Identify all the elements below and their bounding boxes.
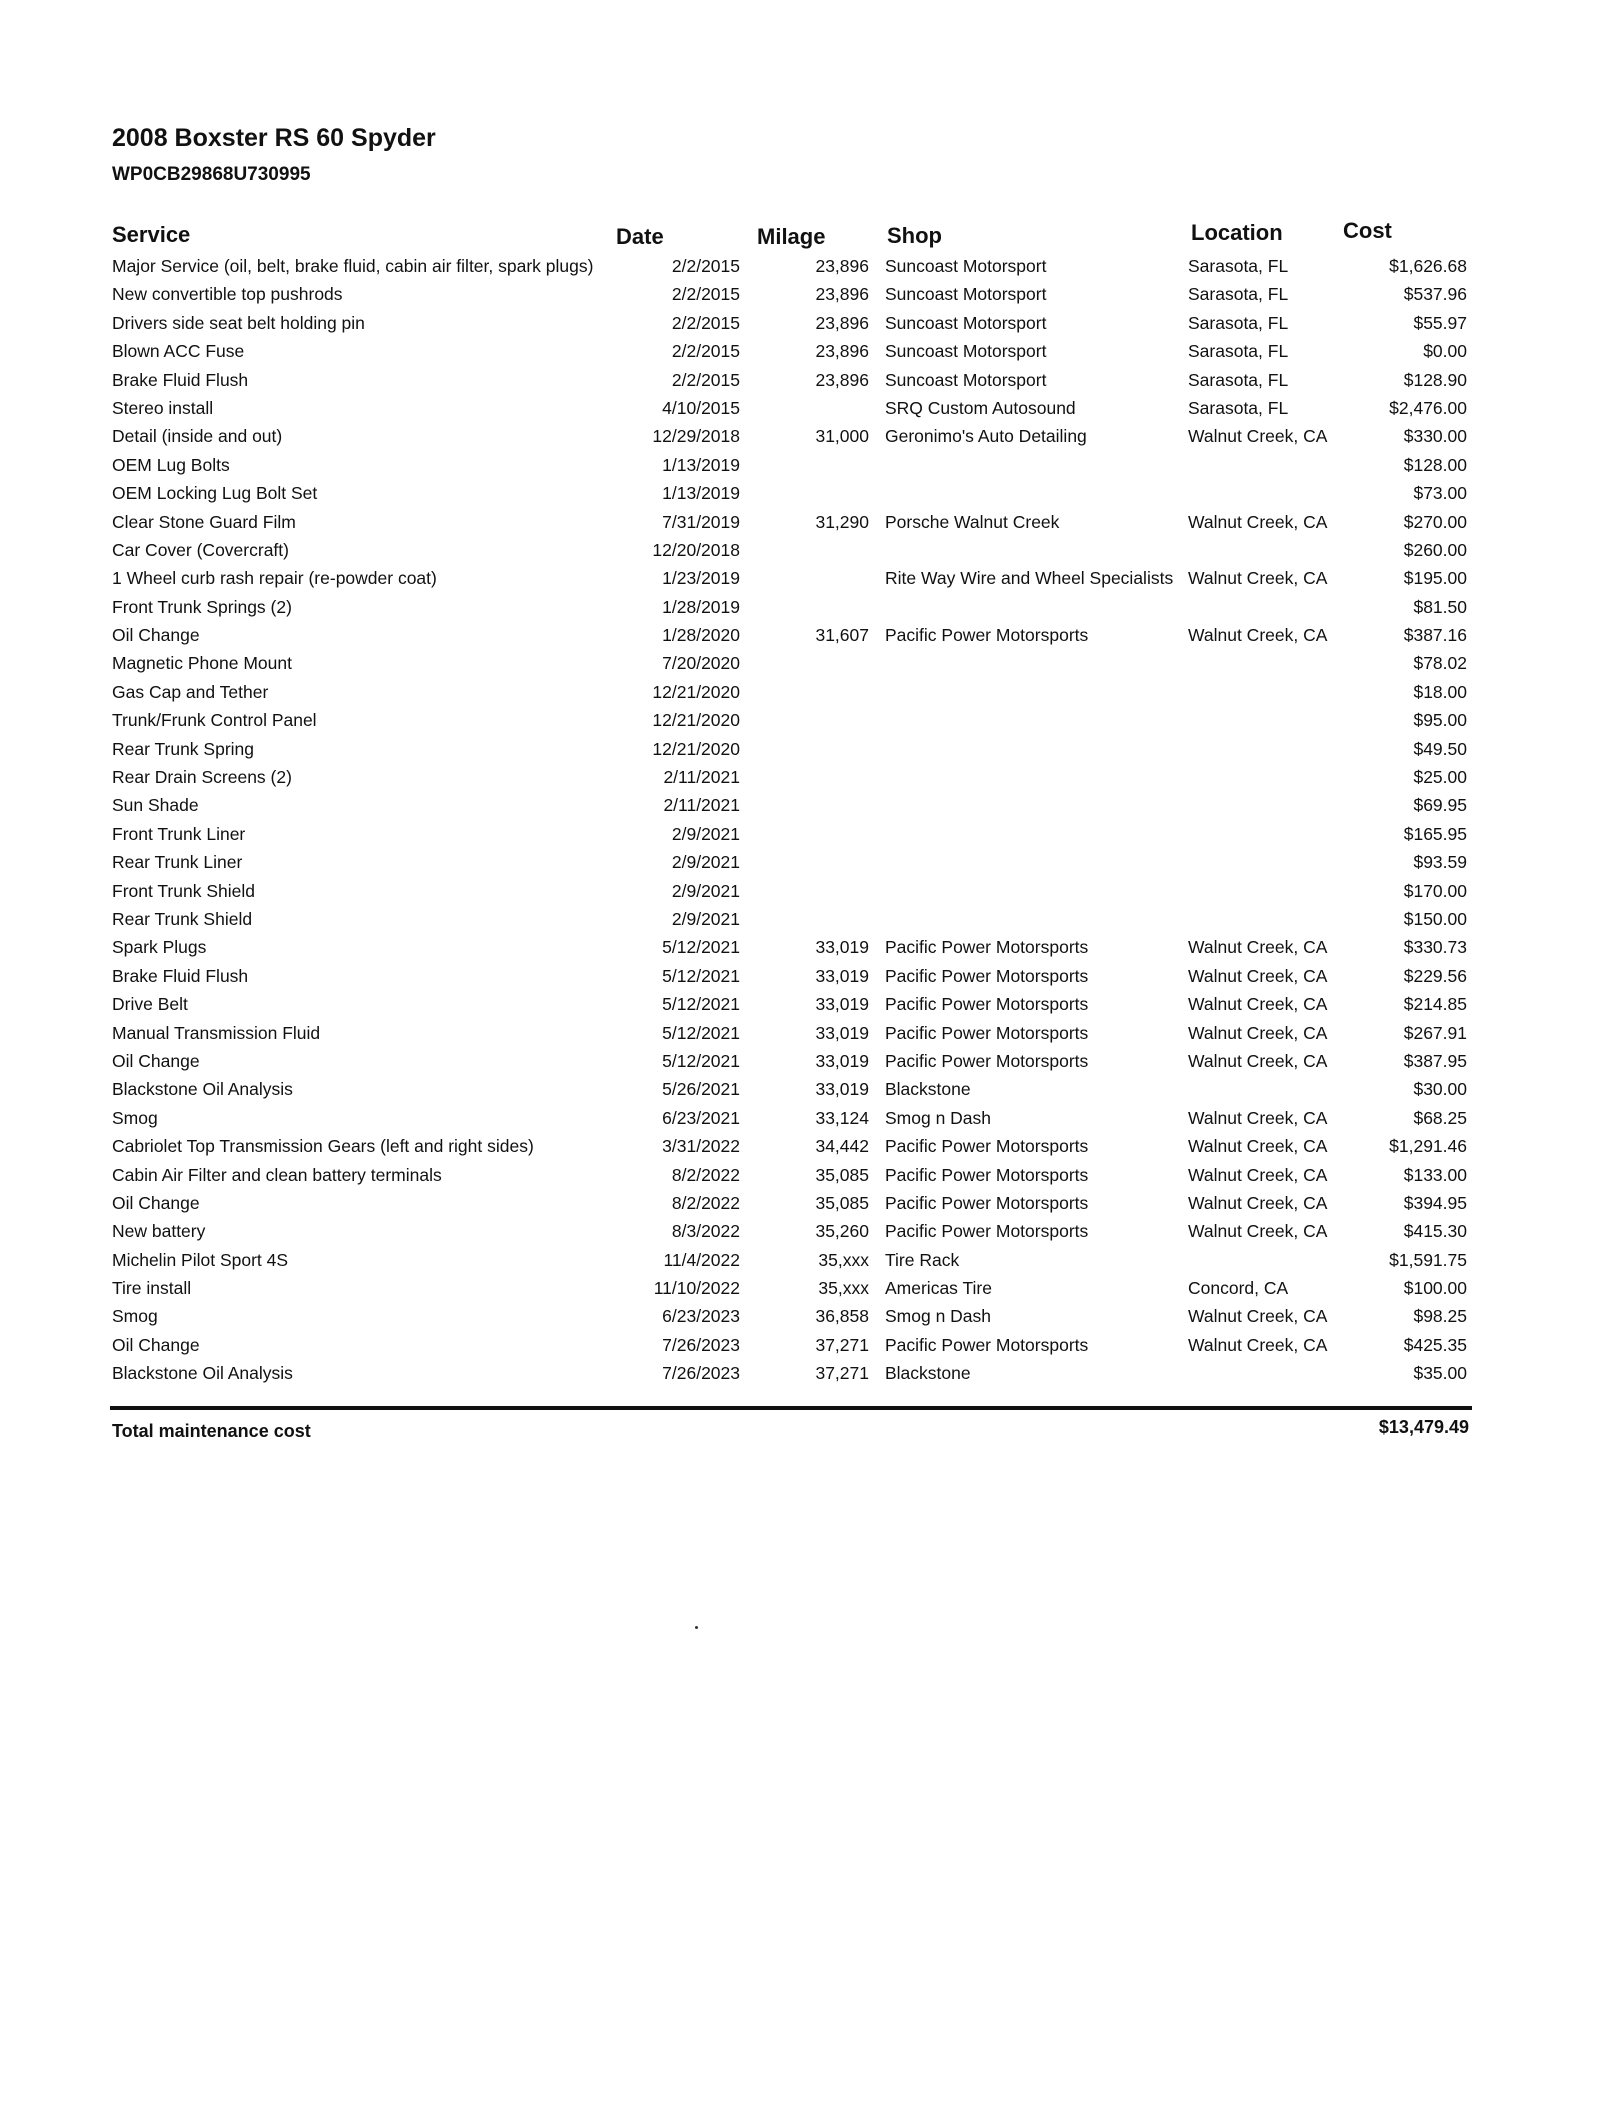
cell-service: Drive Belt (112, 994, 188, 1015)
cell-shop: Tire Rack (885, 1249, 960, 1270)
cell-date: 7/26/2023 (662, 1363, 740, 1384)
cell-date: 5/12/2021 (662, 1050, 740, 1071)
cell-service: Detail (inside and out) (112, 426, 283, 447)
vin-number: WP0CB29868U730995 (112, 164, 311, 185)
cell-cost: $55.97 (1413, 312, 1467, 333)
cell-date: 2/9/2021 (671, 823, 740, 844)
cell-service: Rear Trunk Shield (112, 908, 253, 929)
cell-date: 5/12/2021 (662, 994, 740, 1015)
cell-location: Sarasota, FL (1188, 312, 1289, 333)
table-row (0, 1331, 1621, 1359)
cell-cost: $170.00 (1403, 880, 1467, 901)
cell-location: Sarasota, FL (1188, 369, 1289, 390)
cell-cost: $425.35 (1403, 1334, 1467, 1355)
cell-shop: Pacific Power Motorsports (885, 1221, 1089, 1242)
total-value: $13,479.49 (1378, 1417, 1469, 1437)
cell-shop: Smog n Dash (885, 1306, 992, 1327)
cell-service: Smog (112, 1306, 158, 1327)
table-row (0, 508, 1621, 536)
cell-cost: $267.91 (1403, 1022, 1467, 1043)
table-row (0, 280, 1621, 308)
cell-milage: 31,000 (815, 426, 869, 447)
maintenance-table (0, 252, 1621, 1388)
cell-service: Oil Change (112, 625, 200, 646)
cell-service: Sun Shade (112, 795, 199, 816)
cell-cost: $195.00 (1403, 568, 1467, 589)
cell-service: OEM Lug Bolts (112, 454, 230, 475)
cell-date: 7/26/2023 (662, 1334, 740, 1355)
cell-shop: Smog n Dash (885, 1107, 992, 1128)
cell-shop: Suncoast Motorsport (885, 369, 1047, 390)
table-row (0, 1104, 1621, 1132)
cell-date: 1/28/2019 (662, 596, 740, 617)
cell-date: 1/23/2019 (662, 568, 740, 589)
cell-milage: 23,896 (815, 284, 869, 305)
cell-service: Magnetic Phone Mount (112, 653, 292, 674)
cell-cost: $18.00 (1413, 681, 1467, 702)
cell-date: 6/23/2023 (662, 1306, 740, 1327)
cell-date: 5/12/2021 (662, 937, 740, 958)
table-row (0, 763, 1621, 791)
table-row (0, 394, 1621, 422)
cell-shop: Pacific Power Motorsports (885, 937, 1089, 958)
cell-date: 8/2/2022 (671, 1164, 740, 1185)
cell-cost: $95.00 (1413, 710, 1467, 731)
table-row (0, 1019, 1621, 1047)
cell-location: Walnut Creek, CA (1188, 994, 1328, 1015)
cell-location: Walnut Creek, CA (1188, 1221, 1328, 1242)
cell-cost: $49.50 (1413, 738, 1467, 759)
cell-location: Walnut Creek, CA (1188, 568, 1328, 589)
cell-milage: 33,019 (815, 1050, 869, 1071)
cell-shop: Pacific Power Motorsports (885, 1050, 1089, 1071)
cell-location: Walnut Creek, CA (1188, 1164, 1328, 1185)
cell-milage: 37,271 (815, 1334, 869, 1355)
cell-service: OEM Locking Lug Bolt Set (112, 483, 318, 504)
cell-location: Walnut Creek, CA (1188, 426, 1328, 447)
cell-date: 7/20/2020 (662, 653, 740, 674)
cell-shop: Rite Way Wire and Wheel Specialists (885, 568, 1174, 589)
cell-cost: $387.95 (1403, 1050, 1467, 1071)
cell-milage: 33,019 (815, 994, 869, 1015)
table-row (0, 1246, 1621, 1274)
cell-date: 8/2/2022 (671, 1192, 740, 1213)
cell-shop: Blackstone (885, 1079, 971, 1100)
table-row (0, 990, 1621, 1018)
cell-date: 4/10/2015 (662, 397, 740, 418)
cell-milage: 23,896 (815, 312, 869, 333)
cell-service: Major Service (oil, belt, brake fluid, cabin air filter, spark plugs) (112, 256, 594, 276)
cell-service: Front Trunk Springs (2) (112, 596, 292, 617)
cell-cost: $1,626.68 (1389, 256, 1467, 276)
cell-service: Spark Plugs (112, 937, 207, 958)
cell-cost: $229.56 (1403, 965, 1467, 986)
cell-cost: $214.85 (1403, 994, 1467, 1015)
cell-date: 2/11/2021 (663, 767, 740, 788)
cell-service: Blackstone Oil Analysis (112, 1079, 293, 1100)
cell-date: 2/11/2021 (663, 795, 740, 816)
table-row (0, 337, 1621, 365)
cell-shop: Blackstone (885, 1363, 971, 1384)
cell-date: 7/31/2019 (662, 511, 740, 532)
column-header-location: Location (1191, 220, 1283, 245)
cell-cost: $150.00 (1403, 908, 1467, 929)
cell-milage: 23,896 (815, 341, 869, 362)
cell-cost: $100.00 (1403, 1278, 1467, 1299)
cell-cost: $387.16 (1403, 625, 1467, 646)
table-row (0, 649, 1621, 677)
cell-location: Walnut Creek, CA (1188, 937, 1328, 958)
cell-cost: $128.90 (1403, 369, 1467, 390)
cell-cost: $68.25 (1413, 1107, 1467, 1128)
cell-location: Walnut Creek, CA (1188, 1050, 1328, 1071)
cell-shop: Suncoast Motorsport (885, 284, 1047, 305)
table-row (0, 1274, 1621, 1302)
cell-date: 2/2/2015 (671, 312, 740, 333)
cell-location: Walnut Creek, CA (1188, 625, 1328, 646)
cell-milage: 33,019 (815, 1079, 869, 1100)
cell-milage: 37,271 (815, 1363, 869, 1384)
cell-date: 2/2/2015 (671, 284, 740, 305)
cell-service: Oil Change (112, 1334, 200, 1355)
table-row (0, 678, 1621, 706)
cell-service: Gas Cap and Tether (112, 681, 269, 702)
table-row (0, 252, 1621, 280)
cell-milage: 33,124 (815, 1107, 869, 1128)
column-header-cost: Cost (1343, 218, 1392, 243)
cell-service: Michelin Pilot Sport 4S (112, 1249, 289, 1270)
table-row (0, 1359, 1621, 1387)
table-row (0, 593, 1621, 621)
cell-date: 2/2/2015 (671, 369, 740, 390)
cell-date: 1/13/2019 (662, 454, 740, 475)
cell-date: 12/29/2018 (652, 426, 740, 447)
cell-location: Walnut Creek, CA (1188, 1136, 1328, 1157)
cell-location: Concord, CA (1188, 1278, 1289, 1299)
cell-cost: $165.95 (1403, 823, 1467, 844)
cell-service: Front Trunk Shield (112, 880, 255, 901)
table-row (0, 877, 1621, 905)
cell-shop: Pacific Power Motorsports (885, 1334, 1089, 1355)
cell-cost: $73.00 (1413, 483, 1467, 504)
cell-service: Drivers side seat belt holding pin (112, 312, 365, 333)
cell-cost: $1,291.46 (1389, 1136, 1467, 1157)
cell-shop: Geronimo's Auto Detailing (885, 426, 1087, 447)
cell-cost: $78.02 (1413, 653, 1467, 674)
cell-shop: Pacific Power Motorsports (885, 994, 1089, 1015)
cell-cost: $35.00 (1413, 1363, 1467, 1384)
cell-shop: Porsche Walnut Creek (885, 511, 1060, 532)
cell-date: 12/20/2018 (652, 539, 740, 560)
cell-milage: 23,896 (815, 369, 869, 390)
table-row (0, 820, 1621, 848)
cell-service: Cabin Air Filter and clean battery terminals (112, 1164, 442, 1185)
table-row (0, 1302, 1621, 1330)
cell-shop: Suncoast Motorsport (885, 341, 1047, 362)
document-title: 2008 Boxster RS 60 Spyder (112, 124, 436, 152)
cell-date: 2/9/2021 (671, 880, 740, 901)
table-row (0, 905, 1621, 933)
cell-location: Walnut Creek, CA (1188, 1334, 1328, 1355)
table-row (0, 536, 1621, 564)
table-row (0, 1189, 1621, 1217)
cell-location: Walnut Creek, CA (1188, 1022, 1328, 1043)
cell-shop: Pacific Power Motorsports (885, 1192, 1089, 1213)
cell-shop: Pacific Power Motorsports (885, 1136, 1089, 1157)
cell-cost: $25.00 (1413, 767, 1467, 788)
cell-milage: 33,019 (815, 1022, 869, 1043)
table-row (0, 309, 1621, 337)
cell-milage: 33,019 (815, 965, 869, 986)
cell-date: 12/21/2020 (652, 738, 740, 759)
table-row (0, 621, 1621, 649)
cell-cost: $93.59 (1413, 852, 1467, 873)
column-header-date: Date (616, 224, 664, 249)
cell-service: Rear Trunk Liner (112, 852, 243, 873)
cell-milage: 35,xxx (818, 1249, 869, 1270)
cell-service: Manual Transmission Fluid (112, 1022, 321, 1043)
total-divider (110, 1406, 1472, 1410)
cell-service: Blown ACC Fuse (112, 341, 245, 362)
cell-cost: $98.25 (1413, 1306, 1467, 1327)
cell-shop: Suncoast Motorsport (885, 312, 1047, 333)
cell-service: 1 Wheel curb rash repair (re-powder coat) (112, 568, 437, 589)
cell-milage: 35,260 (815, 1221, 869, 1242)
cell-date: 8/3/2022 (671, 1221, 740, 1242)
cell-location: Walnut Creek, CA (1188, 965, 1328, 986)
cell-shop: SRQ Custom Autosound (885, 397, 1076, 418)
total-label: Total maintenance cost (112, 1421, 311, 1441)
cell-date: 5/12/2021 (662, 965, 740, 986)
cell-cost: $260.00 (1403, 539, 1467, 560)
cell-location: Sarasota, FL (1188, 397, 1289, 418)
cell-cost: $133.00 (1403, 1164, 1467, 1185)
cell-shop: Pacific Power Motorsports (885, 965, 1089, 986)
cell-service: Brake Fluid Flush (112, 965, 249, 986)
column-header-service: Service (112, 222, 191, 247)
table-row (0, 1047, 1621, 1075)
cell-service: Rear Drain Screens (2) (112, 767, 292, 788)
cell-service: Oil Change (112, 1192, 200, 1213)
cell-date: 2/9/2021 (671, 908, 740, 929)
cell-service: Tire install (112, 1278, 192, 1299)
cell-cost: $0.00 (1423, 341, 1467, 362)
table-row (0, 564, 1621, 592)
table-row (0, 1161, 1621, 1189)
cell-cost: $270.00 (1403, 511, 1467, 532)
cell-cost: $2,476.00 (1389, 397, 1467, 418)
cell-cost: $537.96 (1403, 284, 1467, 305)
cell-cost: $69.95 (1413, 795, 1467, 816)
table-row (0, 1075, 1621, 1103)
cell-service: New battery (112, 1221, 206, 1242)
cell-date: 5/26/2021 (662, 1079, 740, 1100)
cell-date: 2/2/2015 (671, 256, 740, 276)
cell-location: Walnut Creek, CA (1188, 1306, 1328, 1327)
cell-service: Oil Change (112, 1050, 200, 1071)
cell-milage: 35,085 (815, 1164, 869, 1185)
cell-cost: $81.50 (1413, 596, 1467, 617)
cell-milage: 33,019 (815, 937, 869, 958)
cell-date: 3/31/2022 (662, 1136, 740, 1157)
cell-service: Stereo install (112, 397, 214, 418)
cell-cost: $394.95 (1403, 1192, 1467, 1213)
column-header-milage: Milage (757, 224, 826, 249)
table-header (0, 218, 1621, 252)
cell-shop: Pacific Power Motorsports (885, 1022, 1089, 1043)
cell-location: Sarasota, FL (1188, 341, 1289, 362)
cell-service: Smog (112, 1107, 158, 1128)
cell-date: 2/2/2015 (671, 341, 740, 362)
table-row (0, 479, 1621, 507)
cell-milage: 36,858 (815, 1306, 869, 1327)
cell-location: Walnut Creek, CA (1188, 1192, 1328, 1213)
cell-location: Sarasota, FL (1188, 284, 1289, 305)
scan-speck (695, 1626, 698, 1629)
cell-milage: 35,xxx (818, 1278, 869, 1299)
table-row (0, 848, 1621, 876)
cell-milage: 31,607 (815, 625, 869, 646)
cell-cost: $415.30 (1403, 1221, 1467, 1242)
cell-shop: Americas Tire (885, 1278, 992, 1299)
cell-date: 1/28/2020 (662, 625, 740, 646)
table-row (0, 1217, 1621, 1245)
cell-location: Walnut Creek, CA (1188, 1107, 1328, 1128)
cell-location: Sarasota, FL (1188, 256, 1289, 276)
column-header-shop: Shop (887, 223, 942, 248)
cell-milage: 23,896 (815, 256, 869, 276)
cell-service: Blackstone Oil Analysis (112, 1363, 293, 1384)
cell-milage: 31,290 (815, 511, 869, 532)
table-row (0, 451, 1621, 479)
cell-date: 11/10/2022 (653, 1278, 740, 1299)
cell-shop: Pacific Power Motorsports (885, 1164, 1089, 1185)
cell-date: 1/13/2019 (662, 483, 740, 504)
cell-service: Front Trunk Liner (112, 823, 246, 844)
cell-location: Walnut Creek, CA (1188, 511, 1328, 532)
table-row (0, 933, 1621, 961)
cell-date: 11/4/2022 (663, 1249, 740, 1270)
table-row (0, 962, 1621, 990)
table-row (0, 735, 1621, 763)
cell-cost: $330.00 (1403, 426, 1467, 447)
cell-service: Car Cover (Covercraft) (112, 539, 289, 560)
cell-date: 2/9/2021 (671, 852, 740, 873)
cell-service: Rear Trunk Spring (112, 738, 255, 759)
table-row (0, 706, 1621, 734)
cell-cost: $1,591.75 (1389, 1249, 1467, 1270)
cell-shop: Suncoast Motorsport (885, 256, 1047, 276)
cell-shop: Pacific Power Motorsports (885, 625, 1089, 646)
table-row (0, 366, 1621, 394)
cell-date: 5/12/2021 (662, 1022, 740, 1043)
cell-milage: 34,442 (815, 1136, 869, 1157)
cell-cost: $30.00 (1413, 1079, 1467, 1100)
cell-cost: $128.00 (1403, 454, 1467, 475)
table-row (0, 422, 1621, 450)
table-row (0, 791, 1621, 819)
cell-date: 6/23/2021 (662, 1107, 740, 1128)
table-row (0, 1132, 1621, 1160)
cell-service: Clear Stone Guard Film (112, 511, 296, 532)
cell-service: New convertible top pushrods (112, 284, 343, 305)
cell-service: Cabriolet Top Transmission Gears (left and right sides) (112, 1136, 534, 1157)
cell-service: Trunk/Frunk Control Panel (112, 710, 317, 731)
cell-date: 12/21/2020 (652, 710, 740, 731)
cell-service: Brake Fluid Flush (112, 369, 249, 390)
cell-date: 12/21/2020 (652, 681, 740, 702)
cell-cost: $330.73 (1403, 937, 1467, 958)
cell-milage: 35,085 (815, 1192, 869, 1213)
